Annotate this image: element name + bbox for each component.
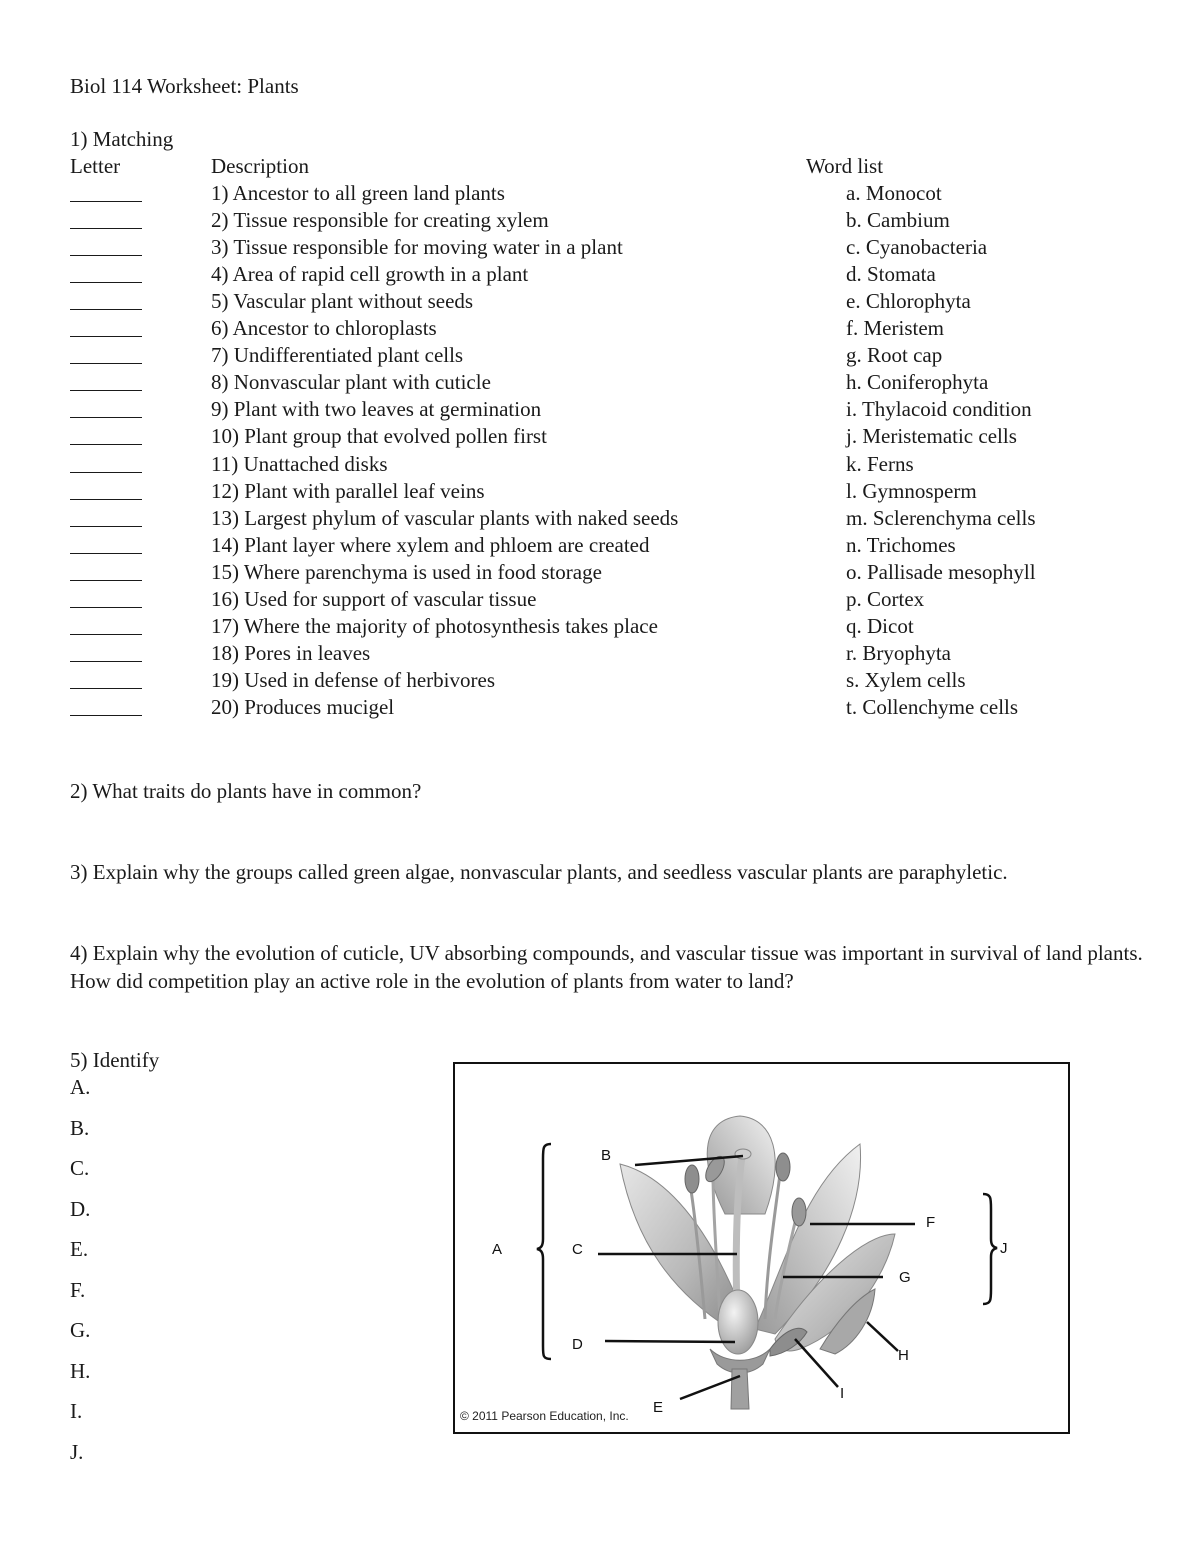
label-a: A (492, 1241, 503, 1258)
matching-description: 17) Where the majority of photosynthesis takes place (211, 613, 658, 638)
matching-row (0, 181, 1200, 208)
identify-item: A. (70, 1075, 91, 1099)
identify-item: F. (70, 1277, 86, 1302)
anther-3 (776, 1153, 790, 1181)
matching-description: 15) Where parenchyma is used in food storage (211, 559, 602, 584)
label-h: H (898, 1347, 909, 1364)
page-title: Biol 114 Worksheet: Plants (70, 74, 299, 98)
flower-illustration (455, 1064, 1067, 1431)
word-list-item: i. Thylacoid condition (846, 397, 1032, 422)
matching-row (0, 452, 1200, 479)
answer-blank[interactable] (70, 661, 142, 662)
label-f: F (926, 1214, 936, 1231)
label-j: J (1000, 1240, 1008, 1257)
matching-description: 20) Produces mucigel (211, 694, 395, 719)
col-letter-header: Letter (70, 154, 121, 178)
answer-blank[interactable] (70, 363, 142, 364)
word-list-item: f. Meristem (846, 316, 944, 341)
answer-blank[interactable] (70, 255, 142, 256)
matching-row (0, 479, 1200, 506)
matching-description: 1) Ancestor to all green land plants (211, 181, 505, 205)
copyright-notice: © 2011 Pearson Education, Inc. (460, 1409, 629, 1423)
word-list-item: c. Cyanobacteria (846, 235, 988, 260)
answer-blank[interactable] (70, 499, 142, 500)
matching-description: 19) Used in defense of herbivores (211, 667, 495, 692)
identify-item: C. (70, 1156, 90, 1180)
word-list-item: r. Bryophyta (846, 640, 951, 665)
label-i: I (840, 1385, 845, 1402)
identify-item: G. (70, 1318, 91, 1342)
matching-description: 10) Plant group that evolved pollen first (211, 424, 547, 449)
matching-description: 8) Nonvascular plant with cuticle (211, 370, 491, 395)
stem (731, 1369, 749, 1409)
word-list-item: t. Collenchyme cells (846, 694, 1019, 719)
matching-description: 7) Undifferentiated plant cells (211, 343, 464, 368)
matching-description: 9) Plant with two leaves at germination (211, 397, 542, 422)
word-list-item: a. Monocot (846, 181, 942, 205)
identify-heading: 5) Identify (70, 1048, 160, 1072)
matching-row (0, 587, 1200, 614)
word-list-item: l. Gymnosperm (846, 478, 977, 503)
matching-description: 13) Largest phylum of vascular plants with naked seeds (211, 505, 679, 530)
answer-blank[interactable] (70, 472, 142, 473)
matching-description: 14) Plant layer where xylem and phloem are created (211, 532, 650, 557)
answer-blank[interactable] (70, 444, 142, 445)
answer-blank[interactable] (70, 309, 142, 310)
matching-description: 4) Area of rapid cell growth in a plant (211, 262, 529, 287)
word-list-item: j. Meristematic cells (846, 424, 1017, 449)
matching-description: 12) Plant with parallel leaf veins (211, 478, 485, 503)
identify-item: D. (70, 1196, 91, 1221)
identify-item: I. (70, 1399, 83, 1423)
word-list-item: s. Xylem cells (846, 667, 966, 692)
answer-blank[interactable] (70, 282, 142, 283)
matching-row (0, 208, 1200, 235)
label-c: C (572, 1241, 583, 1258)
answer-blank[interactable] (70, 688, 142, 689)
label-d: D (572, 1336, 583, 1353)
matching-description: 5) Vascular plant without seeds (211, 289, 474, 314)
label-b: B (601, 1147, 612, 1164)
matching-row (0, 641, 1200, 668)
identify-item: J. (70, 1439, 84, 1464)
answer-blank[interactable] (70, 715, 142, 716)
matching-description: 18) Pores in leaves (211, 640, 371, 665)
matching-row (0, 614, 1200, 641)
question-2: 2) What traits do plants have in common? (70, 779, 422, 803)
matching-row (0, 533, 1200, 560)
word-list-item: h. Coniferophyta (846, 370, 989, 395)
answer-blank[interactable] (70, 228, 142, 229)
matching-row (0, 370, 1200, 397)
matching-row (0, 397, 1200, 424)
word-list-item: g. Root cap (846, 343, 943, 368)
matching-description: 2) Tissue responsible for creating xylem (211, 208, 549, 233)
answer-blank[interactable] (70, 634, 142, 635)
matching-row (0, 560, 1200, 587)
word-list-item: e. Chlorophyta (846, 289, 971, 314)
matching-description: 6) Ancestor to chloroplasts (211, 316, 437, 341)
label-g: G (899, 1269, 911, 1286)
answer-blank[interactable] (70, 580, 142, 581)
col-description-header: Description (211, 154, 309, 178)
answer-blank[interactable] (70, 526, 142, 527)
question-4: 4) Explain why the evolution of cuticle, UV absorbing compounds, and vascular tissue was important in survival of land plants. How did competition play an active role in the evolution of plants from water to land? (70, 941, 1143, 993)
identify-item: E. (70, 1237, 89, 1261)
leader-h (867, 1322, 898, 1351)
label-e: E (653, 1399, 664, 1416)
word-list-item: b. Cambium (846, 208, 950, 233)
matching-row (0, 262, 1200, 289)
matching-row (0, 424, 1200, 451)
word-list-item: o. Pallisade mesophyll (846, 559, 1036, 584)
matching-row (0, 695, 1200, 722)
leader-d (605, 1341, 735, 1342)
question-3: 3) Explain why the groups called green algae, nonvascular plants, and seedless vascular plants are paraphyletic. (70, 860, 1008, 884)
answer-blank[interactable] (70, 553, 142, 554)
matching-heading: 1) Matching (70, 127, 174, 151)
answer-blank[interactable] (70, 336, 142, 337)
answer-blank[interactable] (70, 417, 142, 418)
word-list-item: k. Ferns (846, 451, 914, 476)
anther-1 (685, 1165, 699, 1193)
word-list-item: m. Sclerenchyma cells (846, 505, 1036, 530)
matching-description: 3) Tissue responsible for moving water in a plant (211, 235, 623, 260)
matching-description: 16) Used for support of vascular tissue (211, 586, 537, 611)
word-list-item: d. Stomata (846, 262, 936, 287)
identify-item: B. (70, 1115, 90, 1140)
word-list-item: q. Dicot (846, 613, 914, 638)
bracket-a (537, 1144, 551, 1359)
flower-diagram (453, 1062, 1070, 1434)
anther-4 (792, 1198, 806, 1226)
matching-row (0, 289, 1200, 316)
answer-blank[interactable] (70, 201, 142, 202)
word-list-item: n. Trichomes (846, 532, 956, 557)
identify-item: H. (70, 1358, 91, 1383)
matching-row (0, 668, 1200, 695)
matching-row (0, 506, 1200, 533)
bracket-j (983, 1194, 997, 1304)
answer-blank[interactable] (70, 607, 142, 608)
ovary (718, 1290, 758, 1354)
matching-description: 11) Unattached disks (211, 451, 388, 476)
matching-row (0, 235, 1200, 262)
answer-blank[interactable] (70, 390, 142, 391)
matching-row (0, 316, 1200, 343)
word-list-item: p. Cortex (846, 586, 925, 611)
col-wordlist-header: Word list (806, 154, 884, 178)
matching-row (0, 343, 1200, 370)
